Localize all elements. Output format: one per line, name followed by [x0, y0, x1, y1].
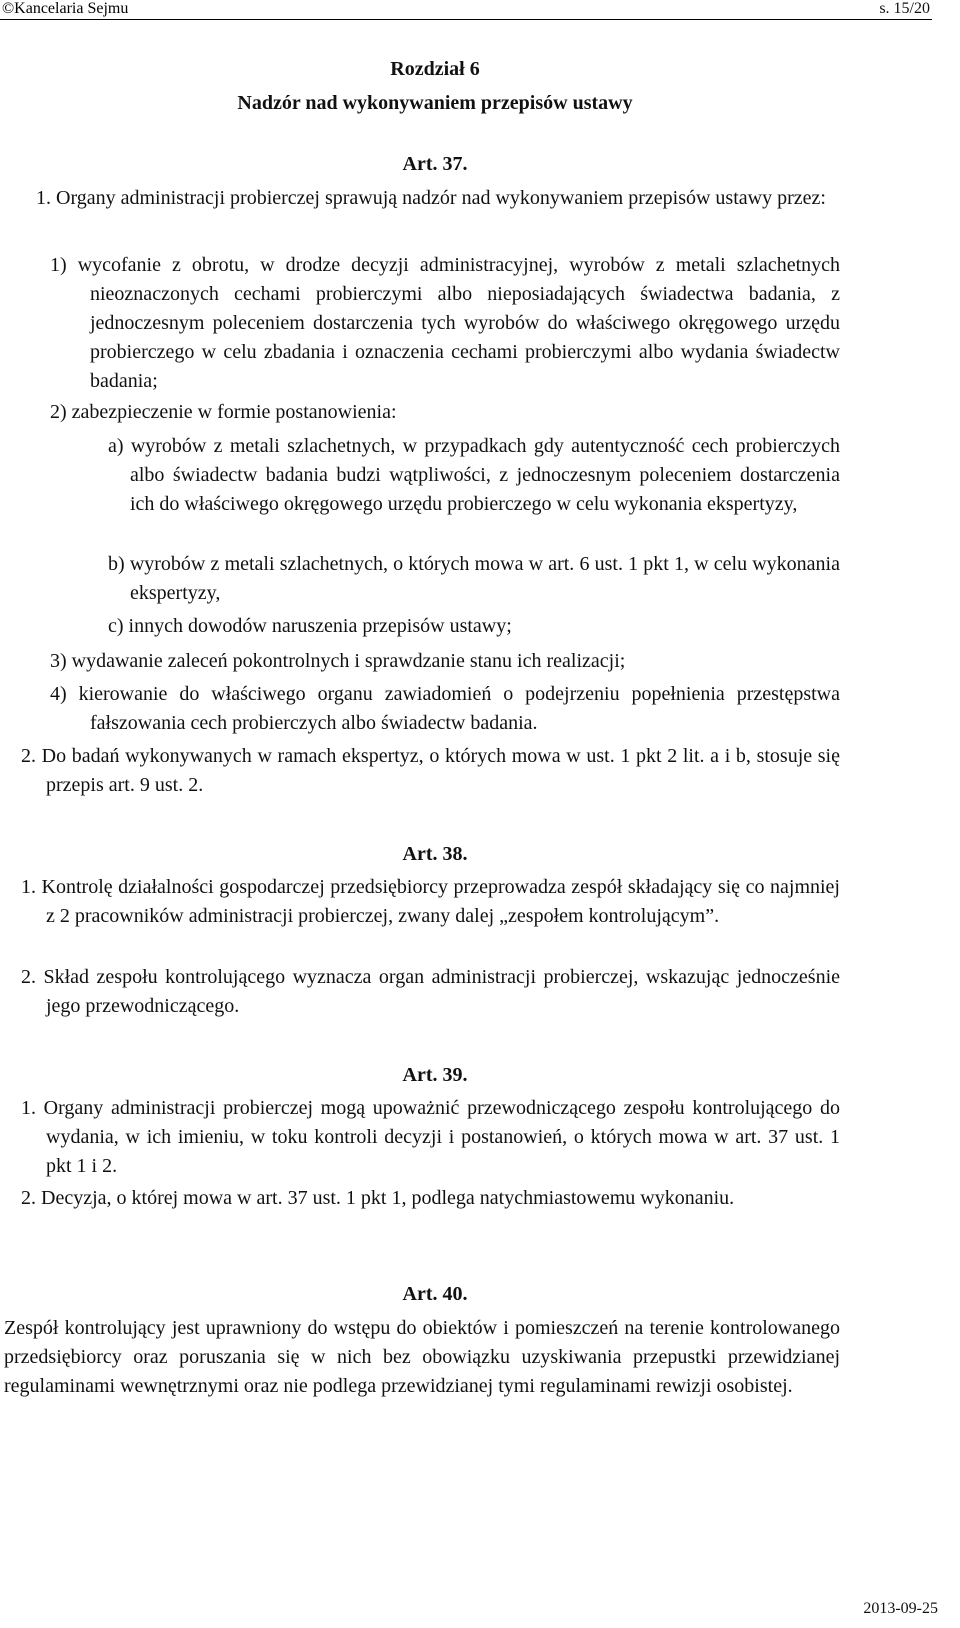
art-37-item-2b: b) wyrobów z metali szlachetnych, o których mowa w art. 6 ust. 1 pkt 1, w celu wykonania ekspertyzy, [108, 553, 840, 604]
footer-date: 2013-09-25 [863, 1600, 938, 1617]
art-37-item-1: 1) wycofanie z obrotu, w drodze decyzji administracyjnej, wyrobów z metali szlachetnych nieoznaczonych cechami probierczymi albo nieposiadających świadectwa badania, z jednoczesnym poleceniem dostarczenia tych wyrobów do właściwego okręgowego urzędu probierczego w celu zbadania i oznaczenia cechami probierczymi albo wydania świadectw badania; [50, 254, 840, 392]
art-37-item-2: 2) zabezpieczenie w formie postanowienia: [50, 401, 397, 423]
art-40-par-1: Zespół kontrolujący jest uprawniony do wstępu do obiektów i pomieszczeń na terenie kontrolowanego przedsiębiorcy oraz poruszania się w nich bez obowiązku uzyskiwania przepustki przewidzianej regulaminami wewnętrznymi oraz nie podlega przewidzianej tymi regulaminami rewizji osobistej. [4, 1317, 840, 1397]
art-40-title: Art. 40. [402, 1283, 468, 1305]
art-39-par-1: 1. Organy administracji probierczej mogą upoważnić przewodniczącego zespołu kontrolującego do wydania, w ich imieniu, w toku kontroli decyzji i postanowień, o których mowa w art. 37 ust. 1 pkt 1 i 2. [21, 1097, 840, 1177]
art-39-par-2: 2. Decyzja, o której mowa w art. 37 ust. 1 pkt 1, podlega natychmiastowemu wykonaniu. [21, 1187, 735, 1209]
art-39-title: Art. 39. [402, 1064, 468, 1086]
art-37-item-3: 3) wydawanie zaleceń pokontrolnych i sprawdzanie stanu ich realizacji; [50, 650, 626, 672]
chapter-number: Rozdział 6 [390, 58, 480, 80]
art-37-par-1: 1. Organy administracji probierczej sprawują nadzór nad wykonywaniem przepisów ustawy przez: [36, 187, 826, 209]
art-38-par-1: 1. Kontrolę działalności gospodarczej przedsiębiorcy przeprowadza zespół składający się co najmniej z 2 pracowników administracji probierczej, zwany dalej „zespołem kontrolującym”. [21, 876, 840, 927]
header-page-number: s. 15/20 [879, 0, 930, 17]
art-37-title: Art. 37. [402, 153, 468, 175]
chapter-title: Nadzór nad wykonywaniem przepisów ustawy [237, 92, 633, 114]
art-37-item-4: 4) kierowanie do właściwego organu zawiadomień o podejrzeniu popełnienia przestępstwa fałszowania cech probierczych albo świadectw badania. [50, 683, 840, 734]
header-divider [0, 19, 932, 20]
art-37-item-2a: a) wyrobów z metali szlachetnych, w przypadkach gdy autentyczność cech probierczych albo świadectw badania budzi wątpliwości, z jednoczesnym poleceniem dostarczenia ich do właściwego okręgowego urzędu probierczego w celu wykonania ekspertyzy, [108, 435, 840, 515]
header-copyright: ©Kancelaria Sejmu [2, 0, 129, 17]
art-37-item-2c: c) innych dowodów naruszenia przepisów ustawy; [108, 615, 512, 637]
art-38-title: Art. 38. [402, 843, 468, 865]
art-38-par-2: 2. Skład zespołu kontrolującego wyznacza organ administracji probierczej, wskazując jednocześnie jego przewodniczącego. [21, 966, 840, 1017]
art-37-par-2: 2. Do badań wykonywanych w ramach ekspertyz, o których mowa w ust. 1 pkt 2 lit. a i b, stosuje się przepis art. 9 ust. 2. [21, 745, 840, 796]
